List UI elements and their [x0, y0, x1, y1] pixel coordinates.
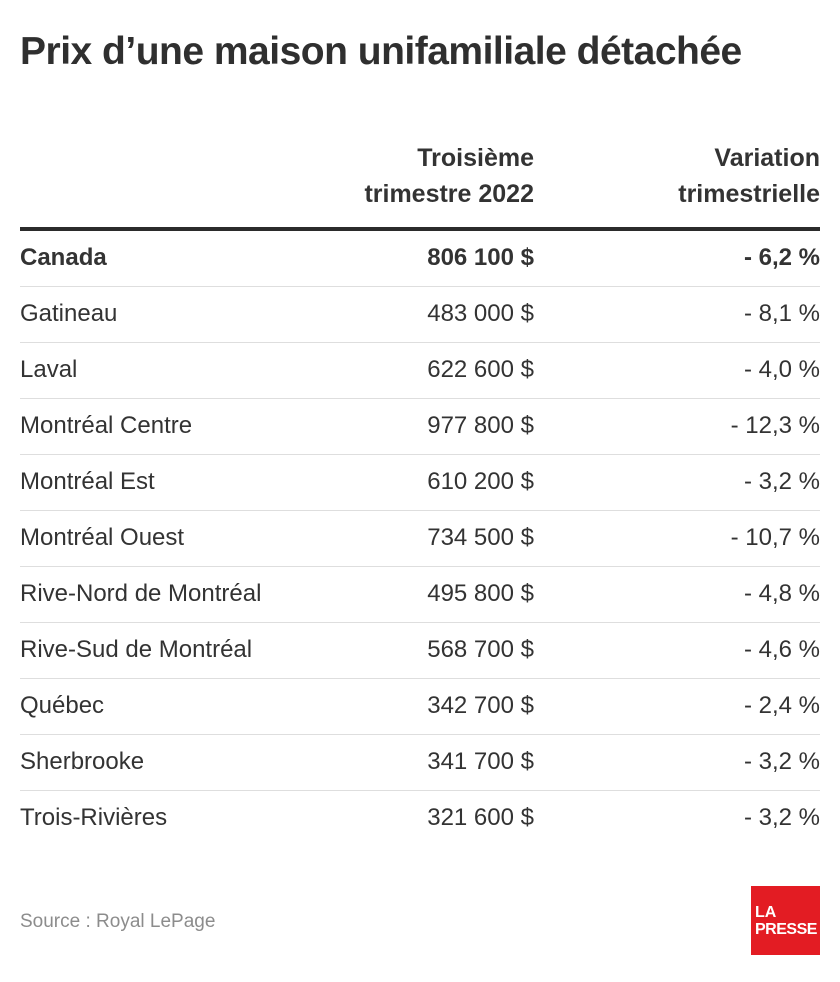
price-cell: 806 100 $ — [427, 244, 534, 271]
region-cell: Canada — [20, 244, 107, 271]
price-cell: 734 500 $ — [427, 524, 534, 551]
change-cell: - 4,8 % — [743, 580, 820, 607]
column-header-change-line-2: trimestrielle — [678, 180, 820, 208]
region-cell: Québec — [20, 692, 105, 719]
chart-title: Prix d’une maison unifamiliale détachée — [20, 30, 742, 73]
price-cell: 483 000 $ — [427, 300, 534, 327]
price-cell: 321 600 $ — [427, 804, 534, 831]
price-cell: 568 700 $ — [427, 636, 534, 663]
change-cell: - 3,2 % — [743, 748, 820, 775]
price-cell: 622 600 $ — [427, 356, 534, 383]
region-cell: Rive-Sud de Montréal — [20, 636, 253, 663]
column-header-price-line-1: Troisième — [417, 144, 534, 172]
region-cell: Montréal Est — [20, 468, 155, 495]
region-cell: Sherbrooke — [20, 748, 145, 775]
table-row — [20, 287, 820, 343]
column-header-change-line-1: Variation — [714, 144, 820, 172]
column-header-price — [364, 140, 534, 212]
change-cell: - 2,4 % — [743, 692, 820, 719]
change-cell: - 12,3 % — [730, 412, 820, 439]
change-cell: - 8,1 % — [743, 300, 820, 327]
region-cell: Trois-Rivières — [20, 804, 168, 831]
la-presse-logo — [751, 886, 820, 955]
table-row — [20, 399, 820, 455]
table-row — [20, 455, 820, 511]
price-cell: 610 200 $ — [427, 468, 534, 495]
price-cell: 341 700 $ — [427, 748, 534, 775]
region-cell: Rive-Nord de Montréal — [20, 580, 262, 607]
table-row — [20, 791, 820, 847]
change-cell: - 3,2 % — [743, 804, 820, 831]
change-cell: - 4,6 % — [743, 636, 820, 663]
logo-line-2: PRESSE — [755, 920, 817, 938]
column-header-change — [678, 140, 820, 212]
source-note: Source : Royal LePage — [20, 911, 216, 932]
table-row — [20, 679, 820, 735]
region-cell: Gatineau — [20, 300, 118, 327]
table-row — [20, 623, 820, 679]
logo-line-1: LA — [755, 903, 777, 921]
table-body — [20, 231, 820, 847]
price-cell: 977 800 $ — [427, 412, 534, 439]
table-row — [20, 343, 820, 399]
table-row — [20, 231, 820, 287]
change-cell: - 3,2 % — [743, 468, 820, 495]
change-cell: - 10,7 % — [730, 524, 820, 551]
change-cell: - 6,2 % — [743, 244, 820, 271]
table-row — [20, 511, 820, 567]
table-row — [20, 567, 820, 623]
price-cell: 495 800 $ — [427, 580, 534, 607]
region-cell: Laval — [20, 356, 78, 383]
region-cell: Montréal Centre — [20, 412, 193, 439]
change-cell: - 4,0 % — [743, 356, 820, 383]
region-cell: Montréal Ouest — [20, 524, 185, 551]
price-cell: 342 700 $ — [427, 692, 534, 719]
table-row — [20, 735, 820, 791]
column-header-price-line-2: trimestre 2022 — [364, 180, 534, 208]
